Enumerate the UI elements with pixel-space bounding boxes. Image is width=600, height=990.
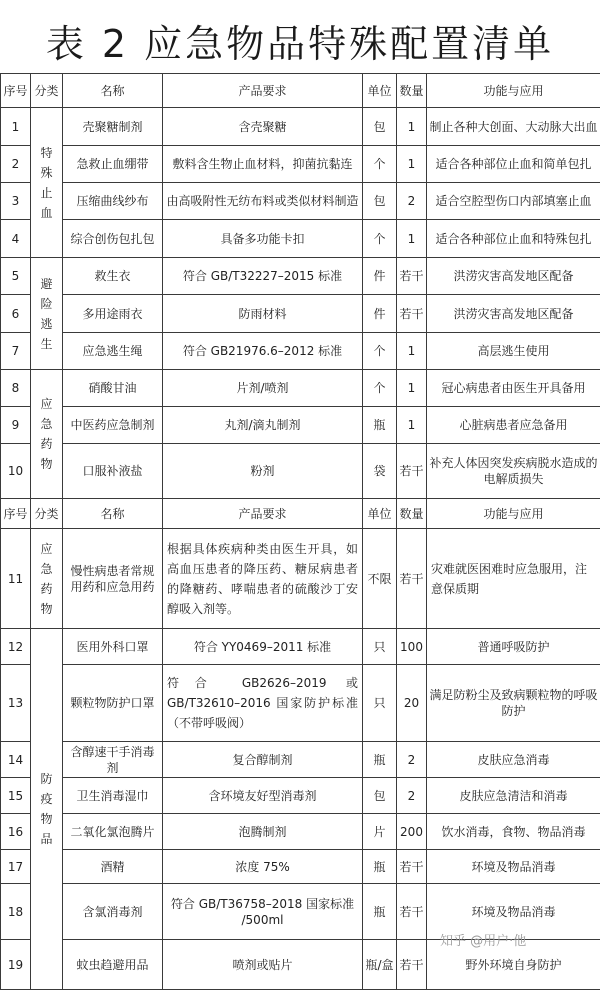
- item-function: 洪涝灾害高发地区配备: [427, 258, 600, 295]
- item-requirement: 防雨材料: [163, 295, 363, 333]
- item-name: 颗粒物防护口罩: [63, 665, 163, 742]
- row-number: 14: [1, 742, 31, 778]
- item-function: 洪涝灾害高发地区配备: [427, 295, 600, 333]
- item-name: 综合创伤包扎包: [63, 220, 163, 258]
- item-quantity: 若干: [397, 258, 427, 295]
- item-unit: 个: [363, 146, 397, 183]
- row-number: 3: [1, 183, 31, 220]
- item-quantity: 1: [397, 220, 427, 258]
- row-number: 16: [1, 814, 31, 850]
- item-name: 医用外科口罩: [63, 629, 163, 665]
- item-function: 制止各种大创面、大动脉大出血: [427, 108, 600, 146]
- item-requirement: 含壳聚糖: [163, 108, 363, 146]
- item-quantity: 2: [397, 183, 427, 220]
- table-row: [1, 444, 600, 499]
- item-name: 卫生消毒湿巾: [63, 778, 163, 814]
- item-name: 含醇速干手消毒剂: [63, 742, 163, 778]
- item-name: 硝酸甘油: [63, 370, 163, 407]
- table-row: [1, 220, 600, 258]
- header-cell: 功能与应用: [427, 499, 600, 529]
- item-unit: 包: [363, 183, 397, 220]
- header-cell: 产品要求: [163, 74, 363, 108]
- item-requirement: 浓度 75%: [163, 850, 363, 884]
- row-number: 13: [1, 665, 31, 742]
- item-quantity: 100: [397, 629, 427, 665]
- item-name: 口服补液盐: [63, 444, 163, 499]
- category-char: 生: [31, 334, 62, 354]
- category-cell: [31, 108, 63, 258]
- item-unit: 件: [363, 295, 397, 333]
- row-number: 6: [1, 295, 31, 333]
- item-requirement: 由高吸附性无纺布料或类似材料制造: [163, 183, 363, 220]
- item-quantity: 200: [397, 814, 427, 850]
- item-quantity: 1: [397, 146, 427, 183]
- item-unit: 件: [363, 258, 397, 295]
- table-row: [1, 407, 600, 444]
- item-requirement: 泡腾制剂: [163, 814, 363, 850]
- item-requirement: 根据具体疾病种类由医生开具，如高血压患者的降压药、糖尿病患者的降糖药、哮喘患者的硫酸沙丁安醇吸入剂等。: [163, 529, 363, 629]
- header-cell: 名称: [63, 499, 163, 529]
- table-row: [1, 778, 600, 814]
- header-cell: 单位: [363, 74, 397, 108]
- row-number: 19: [1, 940, 31, 990]
- table-row: [1, 108, 600, 146]
- item-requirement: 敷料含生物止血材料，抑菌抗黏连: [163, 146, 363, 183]
- item-requirement: 丸剂/滴丸制剂: [163, 407, 363, 444]
- item-requirement: 粉剂: [163, 444, 363, 499]
- item-quantity: 1: [397, 370, 427, 407]
- item-quantity: 若干: [397, 940, 427, 990]
- item-unit: 瓶/盒: [363, 940, 397, 990]
- header-cell: 数量: [397, 499, 427, 529]
- category-char: 应: [31, 539, 62, 559]
- table-row: [1, 814, 600, 850]
- item-function: 野外环境自身防护: [427, 940, 600, 990]
- item-quantity: 若干: [397, 295, 427, 333]
- table-row: [1, 333, 600, 370]
- row-number: 5: [1, 258, 31, 295]
- row-number: 1: [1, 108, 31, 146]
- item-function: 环境及物品消毒: [427, 850, 600, 884]
- header-cell: 产品要求: [163, 499, 363, 529]
- category-cell: [31, 529, 63, 629]
- item-quantity: 若干: [397, 529, 427, 629]
- item-function: 皮肤应急消毒: [427, 742, 600, 778]
- item-function: 适合各种部位止血和特殊包扎: [427, 220, 600, 258]
- category-char: 药: [31, 434, 62, 454]
- watermark-text: 知乎 @用户·他: [440, 930, 526, 949]
- item-quantity: 若干: [397, 444, 427, 499]
- item-function: 心脏病患者应急备用: [427, 407, 600, 444]
- table-row: [1, 370, 600, 407]
- category-cell: [31, 258, 63, 370]
- table-row: [1, 529, 600, 629]
- item-unit: 不限: [363, 529, 397, 629]
- item-function: 普通呼吸防护: [427, 629, 600, 665]
- item-unit: 包: [363, 778, 397, 814]
- item-requirement: 符合 YY0469–2011 标准: [163, 629, 363, 665]
- header-cell: 单位: [363, 499, 397, 529]
- item-unit: 片: [363, 814, 397, 850]
- item-unit: 只: [363, 665, 397, 742]
- row-number: 18: [1, 884, 31, 940]
- item-quantity: 1: [397, 108, 427, 146]
- table-row: [1, 629, 600, 665]
- header-cell: 分类: [31, 74, 63, 108]
- item-unit: 瓶: [363, 850, 397, 884]
- header-cell: 分类: [31, 499, 63, 529]
- header-cell: 名称: [63, 74, 163, 108]
- item-requirement: 符合 GB2626–2019 或 GB/T32610–2016 国家防护标准（不带呼吸阀）: [163, 665, 363, 742]
- item-name: 中医药应急制剂: [63, 407, 163, 444]
- table-row: [1, 665, 600, 742]
- category-char: 物: [31, 809, 62, 829]
- category-char: 物: [31, 599, 62, 619]
- row-number: 10: [1, 444, 31, 499]
- category-char: 特: [31, 143, 62, 163]
- item-requirement: 符合 GB/T36758–2018 国家标准 /500ml: [163, 884, 363, 940]
- page-title: 表 2 应急物品特殊配置清单: [0, 18, 600, 70]
- item-requirement: 喷剂或贴片: [163, 940, 363, 990]
- item-function: 灾难就医困难时应急服用，注意保质期: [427, 529, 600, 629]
- category-char: 品: [31, 829, 62, 849]
- item-name: 酒精: [63, 850, 163, 884]
- item-quantity: 1: [397, 333, 427, 370]
- category-char: 血: [31, 203, 62, 223]
- item-quantity: 若干: [397, 850, 427, 884]
- item-quantity: 2: [397, 778, 427, 814]
- row-number: 17: [1, 850, 31, 884]
- header-row: [1, 499, 600, 529]
- category-cell: [31, 370, 63, 499]
- item-unit: 包: [363, 108, 397, 146]
- header-cell: 数量: [397, 74, 427, 108]
- item-unit: 个: [363, 220, 397, 258]
- category-char: 防: [31, 769, 62, 789]
- item-unit: 只: [363, 629, 397, 665]
- item-unit: 瓶: [363, 407, 397, 444]
- header-cell: 序号: [1, 74, 31, 108]
- item-unit: 个: [363, 333, 397, 370]
- item-requirement: 符合 GB/T32227–2015 标准: [163, 258, 363, 295]
- item-function: 满足防粉尘及致病颗粒物的呼吸防护: [427, 665, 600, 742]
- category-cell: [31, 629, 63, 990]
- category-char: 避: [31, 274, 62, 294]
- category-char: 应: [31, 394, 62, 414]
- item-requirement: 片剂/喷剂: [163, 370, 363, 407]
- row-number: 7: [1, 333, 31, 370]
- item-name: 多用途雨衣: [63, 295, 163, 333]
- item-quantity: 20: [397, 665, 427, 742]
- item-name: 急救止血绷带: [63, 146, 163, 183]
- item-requirement: 复合醇制剂: [163, 742, 363, 778]
- header-cell: 功能与应用: [427, 74, 600, 108]
- category-char: 物: [31, 454, 62, 474]
- row-number: 12: [1, 629, 31, 665]
- category-char: 险: [31, 294, 62, 314]
- category-char: 急: [31, 559, 62, 579]
- item-name: 应急逃生绳: [63, 333, 163, 370]
- header-cell: 序号: [1, 499, 31, 529]
- item-requirement: 符合 GB21976.6–2012 标准: [163, 333, 363, 370]
- row-number: 2: [1, 146, 31, 183]
- item-quantity: 1: [397, 407, 427, 444]
- row-number: 9: [1, 407, 31, 444]
- item-quantity: 若干: [397, 884, 427, 940]
- item-unit: 瓶: [363, 884, 397, 940]
- item-requirement: 含环境友好型消毒剂: [163, 778, 363, 814]
- item-unit: 瓶: [363, 742, 397, 778]
- table-row: [1, 295, 600, 333]
- category-char: 急: [31, 414, 62, 434]
- table-row: [1, 258, 600, 295]
- item-unit: 袋: [363, 444, 397, 499]
- item-requirement: 具备多功能卡扣: [163, 220, 363, 258]
- row-number: 4: [1, 220, 31, 258]
- item-unit: 个: [363, 370, 397, 407]
- row-number: 11: [1, 529, 31, 629]
- row-number: 8: [1, 370, 31, 407]
- item-function: 饮水消毒，食物、物品消毒: [427, 814, 600, 850]
- table-row: [1, 183, 600, 220]
- row-number: 15: [1, 778, 31, 814]
- category-char: 药: [31, 579, 62, 599]
- category-char: 止: [31, 183, 62, 203]
- item-name: 含氯消毒剂: [63, 884, 163, 940]
- header-row: [1, 74, 600, 108]
- supplies-table: [0, 73, 600, 990]
- item-function: 冠心病患者由医生开具备用: [427, 370, 600, 407]
- item-function: 补充人体因突发疾病脱水造成的电解质损失: [427, 444, 600, 499]
- category-char: 疫: [31, 789, 62, 809]
- item-name: 壳聚糖制剂: [63, 108, 163, 146]
- item-name: 蚊虫趋避用品: [63, 940, 163, 990]
- item-quantity: 2: [397, 742, 427, 778]
- category-char: 逃: [31, 314, 62, 334]
- item-name: 慢性病患者常规用药和应急用药: [63, 529, 163, 629]
- table-row: [1, 742, 600, 778]
- table-row: [1, 850, 600, 884]
- item-function: 皮肤应急清洁和消毒: [427, 778, 600, 814]
- category-char: 殊: [31, 163, 62, 183]
- item-function: 环境及物品消毒: [427, 884, 600, 940]
- item-name: 二氧化氯泡腾片: [63, 814, 163, 850]
- item-function: 适合空腔型伤口内部填塞止血: [427, 183, 600, 220]
- item-function: 高层逃生使用: [427, 333, 600, 370]
- item-name: 压缩曲线纱布: [63, 183, 163, 220]
- table-row: [1, 146, 600, 183]
- item-name: 救生衣: [63, 258, 163, 295]
- item-function: 适合各种部位止血和简单包扎: [427, 146, 600, 183]
